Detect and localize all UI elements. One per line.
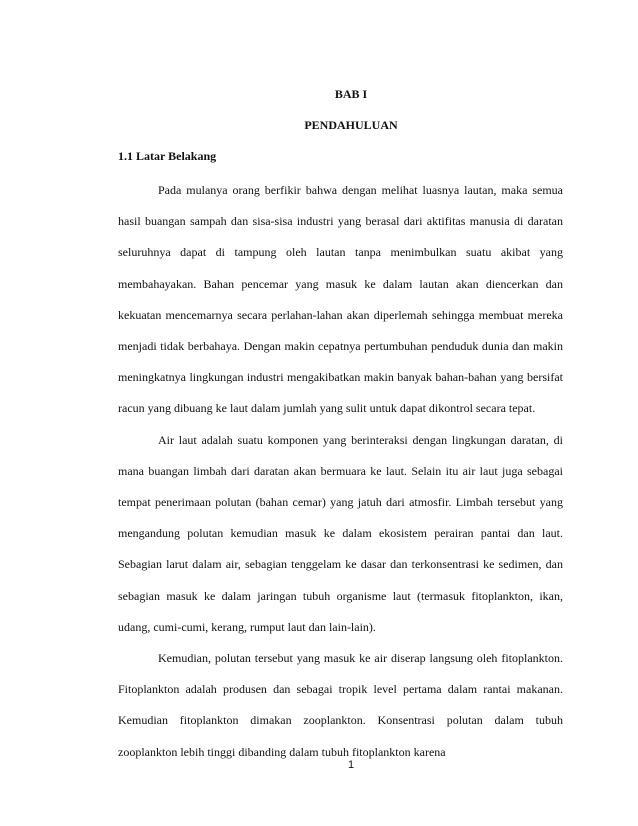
- chapter-title: PENDAHULUAN: [304, 118, 398, 132]
- body-text: [118, 175, 563, 768]
- section-heading: 1.1 Latar Belakang: [118, 149, 217, 163]
- chapter-label: BAB I: [334, 87, 368, 101]
- paragraph-2: Air laut adalah suatu komponen yang berinteraksi dengan lingkungan daratan, di mana buangan limbah dari daratan akan bermuara ke laut. Selain itu air laut juga sebagai tempat penerimaan polutan (bahan cemar) yang jatuh dari atmosfir. Limbah tersebut yang mengandung polutan kemudian masuk ke dalam ekosistem perairan pantai dan laut. Sebagian larut dalam air, sebagian tenggelam ke dasar dan terkonsentrasi ke sedimen, dan sebagian masuk ke dalam jaringan tubuh organisme laut (termasuk fitoplankton, ikan, udang, cumi-cumi, kerang, rumput laut dan lain-lain).: [118, 432, 563, 634]
- page-number: 1: [347, 759, 355, 771]
- paragraph-3: Kemudian, polutan tersebut yang masuk ke air diserap langsung oleh fitoplankton. Fitoplankton adalah produsen dan sebagai tropik level pertama dalam rantai makanan. Kemudian fitoplankton dimakan zooplankton. Konsentrasi polutan dalam tubuh zooplankton lebih tinggi dibanding dalam tubuh fitoplankton karena: [118, 651, 563, 759]
- paragraph-1: Pada mulanya orang berfikir bahwa dengan melihat luasnya lautan, maka semua hasil buangan sampah dan sisa-sisa industri yang berasal dari aktifitas manusia di daratan seluruhnya dapat di tampung oleh lautan tanpa menimbulkan suatu akibat yang membahayakan. Bahan pencemar yang masuk ke dalam lautan akan diencerkan dan kekuatan mencemarnya secara perlahan-lahan akan diperlemah sehingga membuat mereka menjadi tidak berbahaya. Dengan makin cepatnya pertumbuhan penduduk dunia dan makin meningkatnya lingkungan industri mengakibatkan makin banyak bahan-bahan yang bersifat racun yang dibuang ke laut dalam jumlah yang sulit untuk dapat dikontrol secara tepat.: [118, 183, 563, 416]
